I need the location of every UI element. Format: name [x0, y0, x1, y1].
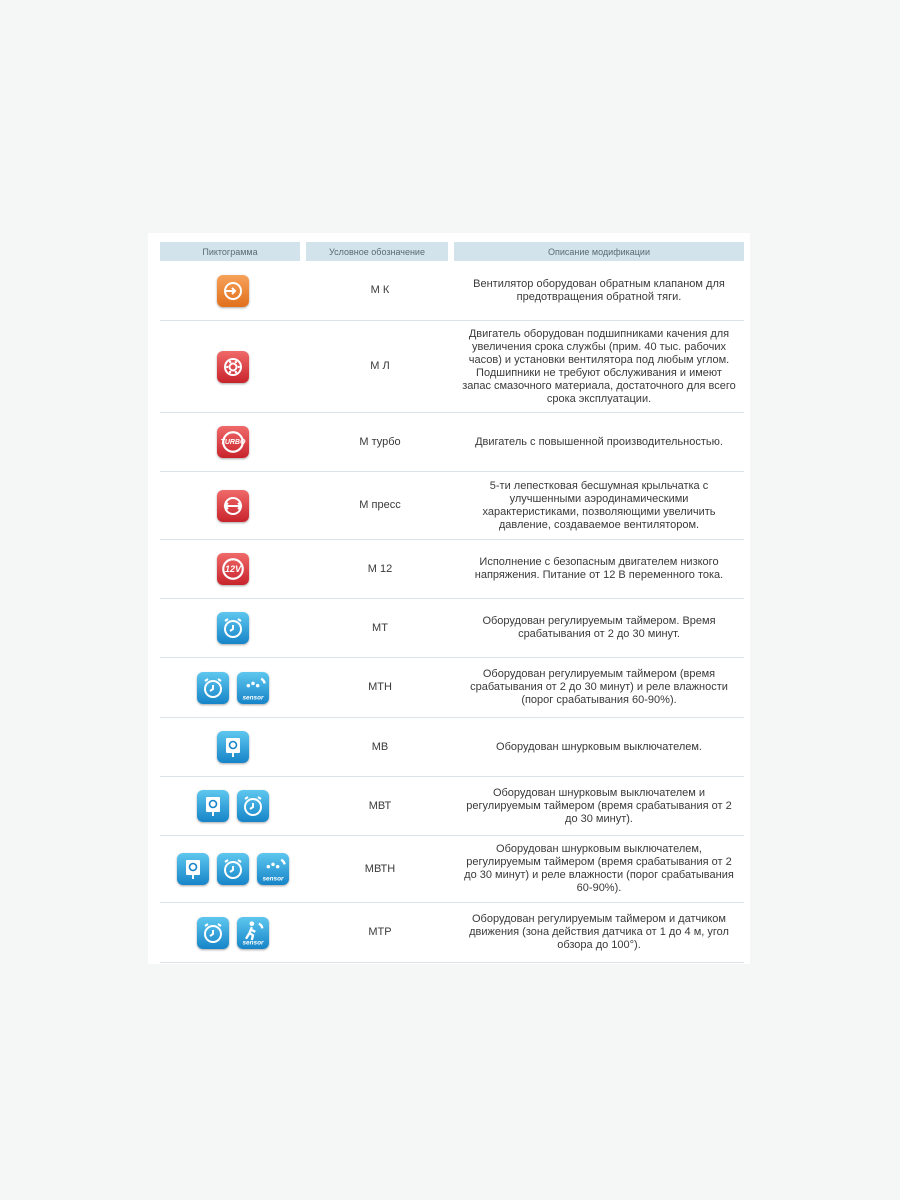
table-header-row	[160, 242, 744, 261]
code-cell: М К	[306, 261, 454, 321]
table-row	[160, 836, 744, 903]
pictogram-cell	[160, 472, 306, 540]
pictogram-group	[166, 672, 300, 704]
table-row	[160, 718, 744, 777]
motion-sensor-icon	[237, 917, 269, 949]
12v-icon	[217, 553, 249, 585]
svg-text:sensor: sensor	[242, 939, 264, 947]
pull-cord-switch-icon	[197, 790, 229, 822]
check-valve-icon	[217, 275, 249, 307]
table-row	[160, 261, 744, 321]
timer-icon	[217, 612, 249, 644]
table-row	[160, 413, 744, 472]
pictogram-cell	[160, 413, 306, 472]
pictogram-group	[166, 426, 300, 458]
icon-label: TURBO	[220, 438, 246, 446]
pictogram-group	[166, 731, 300, 763]
description-cell: Оборудован шнурковым выключателем.	[454, 718, 744, 777]
description-cell: Оборудован шнурковым выключателем и регулируемым таймером (время срабатывания от 2 до 30 минут).	[454, 777, 744, 836]
code-cell: МТР	[306, 903, 454, 963]
modifications-table	[160, 242, 744, 963]
table-row	[160, 599, 744, 658]
pictogram-cell	[160, 658, 306, 718]
pictogram-group	[166, 612, 300, 644]
pictogram-group	[166, 351, 300, 383]
timer-icon	[197, 672, 229, 704]
code-cell: МВТН	[306, 836, 454, 903]
code-cell: М турбо	[306, 413, 454, 472]
pictogram-cell	[160, 777, 306, 836]
pictogram-cell	[160, 836, 306, 903]
description-cell: Оборудован регулируемым таймером. Время срабатывания от 2 до 30 минут.	[454, 599, 744, 658]
description-cell: Оборудован регулируемым таймером и датчиком движения (зона действия датчика от 1 до 4 м, угол обзора до 100°).	[454, 903, 744, 963]
description-cell: Вентилятор оборудован обратным клапаном для предотвращения обратной тяги.	[454, 261, 744, 321]
description-cell: Двигатель оборудован подшипниками качения для увеличения срока службы (прим. 40 тыс. рабочих часов) и установки вентилятора под любым углом. Подшипники не требуют обслуживания и имеют запас смазочного материала, достаточного для всего срока эксплуатации.	[454, 321, 744, 413]
header-pictogram: Пиктограмма	[160, 242, 306, 261]
code-cell: М 12	[306, 540, 454, 599]
code-cell: МТН	[306, 658, 454, 718]
description-cell: Оборудован шнурковым выключателем, регулируемым таймером (время срабатывания от 2 до 30 минут) и реле влажности (порог срабатывания 60-90%).	[454, 836, 744, 903]
table-row	[160, 321, 744, 413]
code-cell: М пресс	[306, 472, 454, 540]
pull-cord-switch-icon	[217, 731, 249, 763]
pictogram-cell	[160, 903, 306, 963]
description-cell: 5-ти лепестковая бесшумная крыльчатка с улучшенными аэродинамическими характеристиками, позволяющими увеличить давление, создаваемое вентилятором.	[454, 472, 744, 540]
pictogram-cell	[160, 540, 306, 599]
humidity-sensor-icon	[257, 853, 289, 885]
pictogram-group	[166, 275, 300, 307]
ball-bearing-icon	[217, 351, 249, 383]
header-code: Условное обозначение	[306, 242, 454, 261]
description-cell: Оборудован регулируемым таймером (время срабатывания от 2 до 30 минут) и реле влажности (порог срабатывания 60-90%).	[454, 658, 744, 718]
timer-icon	[237, 790, 269, 822]
modifications-panel	[148, 233, 750, 964]
pictogram-group	[166, 853, 300, 885]
icon-label: 12V	[224, 563, 241, 574]
code-cell: МТ	[306, 599, 454, 658]
description-cell: Исполнение с безопасным двигателем низкого напряжения. Питание от 12 В переменного тока.	[454, 540, 744, 599]
table-row	[160, 903, 744, 963]
code-cell: МВТ	[306, 777, 454, 836]
press-icon	[217, 490, 249, 522]
pictogram-group	[166, 917, 300, 949]
table-row	[160, 472, 744, 540]
pictogram-cell	[160, 718, 306, 777]
pictogram-group	[166, 790, 300, 822]
timer-icon	[217, 853, 249, 885]
pull-cord-switch-icon	[177, 853, 209, 885]
svg-text:sensor: sensor	[262, 875, 284, 883]
table-row	[160, 658, 744, 718]
humidity-sensor-icon	[237, 672, 269, 704]
pictogram-cell	[160, 321, 306, 413]
description-cell: Двигатель с повышенной производительностью.	[454, 413, 744, 472]
svg-text:sensor: sensor	[242, 694, 264, 702]
header-description: Описание модификации	[454, 242, 744, 261]
pictogram-group	[166, 490, 300, 522]
pictogram-cell	[160, 261, 306, 321]
code-cell: МВ	[306, 718, 454, 777]
code-cell: М Л	[306, 321, 454, 413]
pictogram-group	[166, 553, 300, 585]
timer-icon	[197, 917, 229, 949]
table-row	[160, 540, 744, 599]
table-row	[160, 777, 744, 836]
pictogram-cell	[160, 599, 306, 658]
turbo-icon	[217, 426, 249, 458]
